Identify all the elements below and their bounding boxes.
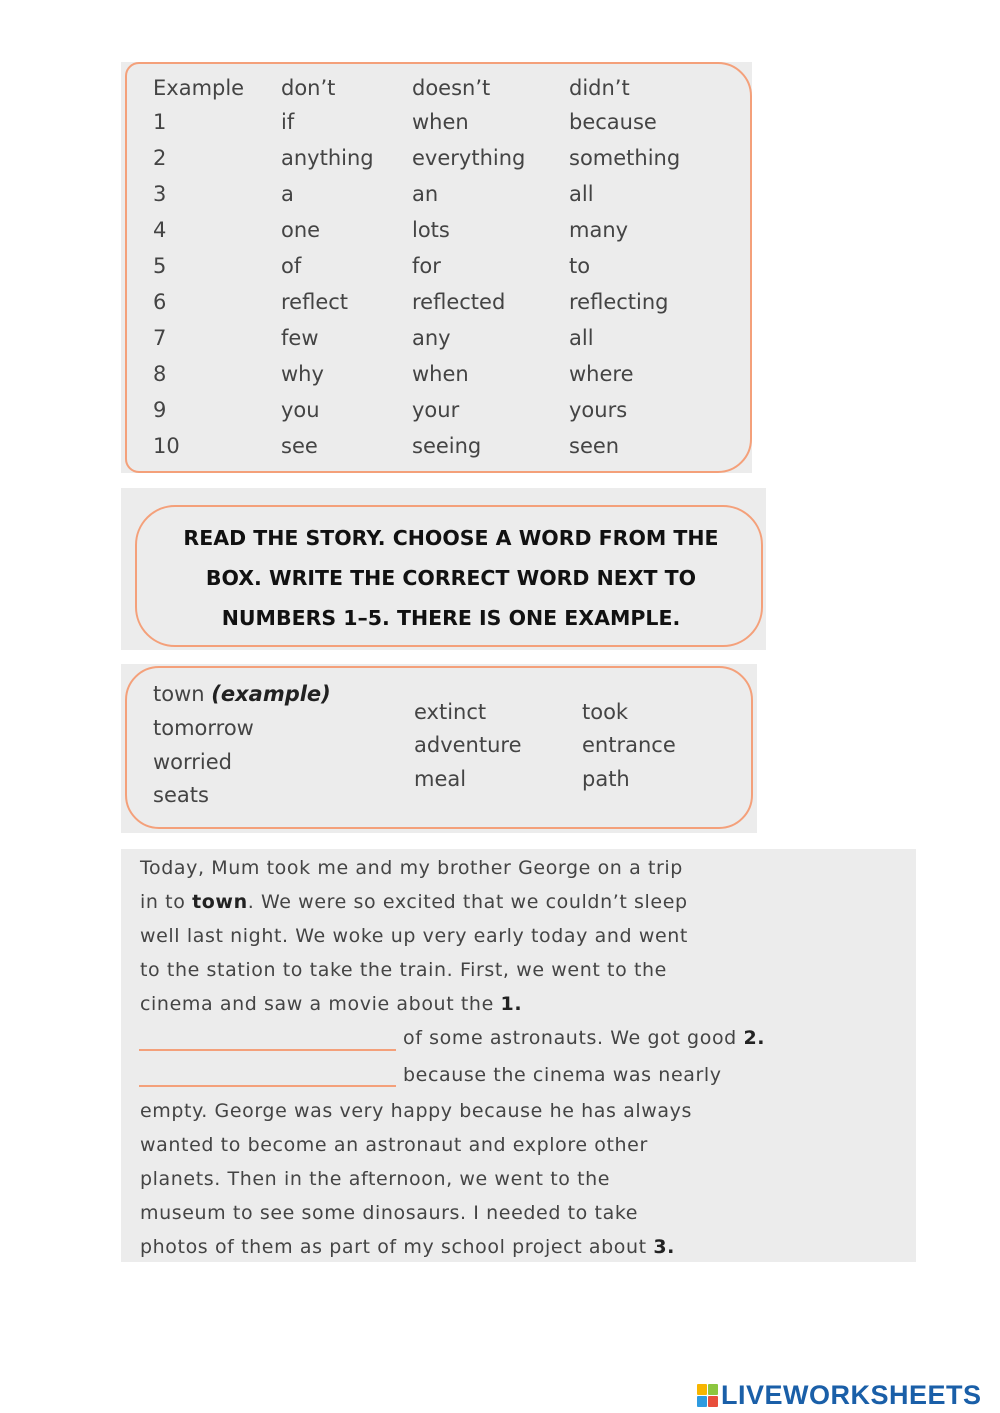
word-option: you xyxy=(281,398,320,422)
word-option: why xyxy=(281,362,324,386)
story-line: empty. George was very happy because he has always xyxy=(140,1100,693,1122)
word-bank-word: tomorrow xyxy=(153,716,254,740)
question-number-2: 2. xyxy=(743,1027,766,1049)
question-number: Example xyxy=(153,76,245,100)
word-option: all xyxy=(569,326,594,350)
word-bank-example xyxy=(153,682,331,706)
word-bank-word: entrance xyxy=(582,733,676,757)
word-option: all xyxy=(569,182,594,206)
instruction-text xyxy=(151,518,751,638)
story-text: cinema and saw a movie about the xyxy=(140,993,501,1015)
story-line xyxy=(403,1027,765,1049)
word-options-panel xyxy=(121,62,752,473)
word-option: everything xyxy=(412,146,526,170)
word-option: when xyxy=(412,362,469,386)
story-text: in to xyxy=(140,891,193,913)
word-option: to xyxy=(569,254,591,278)
word-option: reflecting xyxy=(569,290,669,314)
logo-text: LIVEWORKSHEETS xyxy=(721,1379,982,1410)
question-number: 7 xyxy=(153,326,167,350)
word-option: many xyxy=(569,218,629,242)
question-number: 9 xyxy=(153,398,167,422)
question-number-1: 1. xyxy=(500,993,523,1015)
word-option: anything xyxy=(281,146,374,170)
word-option: your xyxy=(412,398,460,422)
story-line xyxy=(140,993,522,1015)
word-option: where xyxy=(569,362,634,386)
word-option: a xyxy=(281,182,294,206)
story-line xyxy=(140,1236,675,1258)
question-number: 10 xyxy=(153,434,180,458)
word-option: few xyxy=(281,326,319,350)
story-line: Today, Mum took me and my brother George on a trip xyxy=(140,857,683,879)
answer-blank-1[interactable] xyxy=(139,1049,396,1051)
instruction-line: READ THE STORY. CHOOSE A WORD FROM THE xyxy=(183,526,719,550)
question-number: 3 xyxy=(153,182,167,206)
word-option: any xyxy=(412,326,451,350)
story-line: wanted to become an astronaut and explore other xyxy=(140,1134,648,1156)
instruction-line: NUMBERS 1–5. THERE IS ONE EXAMPLE. xyxy=(221,606,681,630)
question-number-3: 3. xyxy=(653,1236,675,1258)
word-bank-word: meal xyxy=(414,767,467,791)
question-number: 1 xyxy=(153,110,167,134)
word-option: if xyxy=(281,110,295,134)
word-option: doesn’t xyxy=(412,76,491,100)
word-bank-word: path xyxy=(582,767,630,791)
logo-tile xyxy=(697,1396,707,1407)
word-bank-example-word: town xyxy=(153,682,205,706)
word-option: seen xyxy=(569,434,620,458)
word-bank-word: took xyxy=(582,700,629,724)
word-option: an xyxy=(412,182,439,206)
word-bank-word: extinct xyxy=(414,700,487,724)
story-panel xyxy=(121,849,916,1262)
word-option: didn’t xyxy=(569,76,630,100)
question-number: 6 xyxy=(153,290,167,314)
word-option: seeing xyxy=(412,434,482,458)
word-option: lots xyxy=(412,218,450,242)
word-option: see xyxy=(281,434,318,458)
word-option: reflect xyxy=(281,290,349,314)
logo-tile xyxy=(697,1384,707,1395)
word-bank-word: worried xyxy=(153,750,233,774)
word-option: don’t xyxy=(281,76,336,100)
word-option: something xyxy=(569,146,681,170)
word-option: of xyxy=(281,254,302,278)
word-bank-word: adventure xyxy=(414,733,522,757)
logo-tile xyxy=(708,1396,718,1407)
story-line: to the station to take the train. First, we went to the xyxy=(140,959,667,981)
word-option: for xyxy=(412,254,441,278)
question-number: 4 xyxy=(153,218,167,242)
word-option: yours xyxy=(569,398,628,422)
instruction-line: BOX. WRITE THE CORRECT WORD NEXT TO xyxy=(205,566,697,590)
story-text: photos of them as part of my school project about xyxy=(140,1236,654,1258)
story-line: well last night. We woke up very early today and went xyxy=(140,925,688,947)
story-line: because the cinema was nearly xyxy=(403,1064,722,1086)
answer-blank-2[interactable] xyxy=(139,1085,396,1087)
question-number: 8 xyxy=(153,362,167,386)
story-line: museum to see some dinosaurs. I needed to take xyxy=(140,1202,639,1224)
instruction-panel xyxy=(121,488,766,650)
word-option: one xyxy=(281,218,321,242)
liveworksheets-logo xyxy=(697,1378,982,1412)
story-text: . We were so excited that we couldn’t sleep xyxy=(247,891,688,913)
word-option: because xyxy=(569,110,657,134)
story-line xyxy=(140,891,688,913)
question-number: 2 xyxy=(153,146,167,170)
logo-tile xyxy=(708,1384,718,1395)
word-bank-word: seats xyxy=(153,783,209,807)
story-text: of some astronauts. We got good xyxy=(403,1027,744,1049)
story-line: planets. Then in the afternoon, we went to the xyxy=(140,1168,611,1190)
story-example-answer: town xyxy=(192,891,248,913)
word-option: when xyxy=(412,110,469,134)
word-bank-example-tag: (example) xyxy=(211,682,331,706)
word-bank-panel xyxy=(121,664,757,833)
question-number: 5 xyxy=(153,254,167,278)
word-option: reflected xyxy=(412,290,506,314)
logo-mark-icon xyxy=(697,1384,718,1407)
